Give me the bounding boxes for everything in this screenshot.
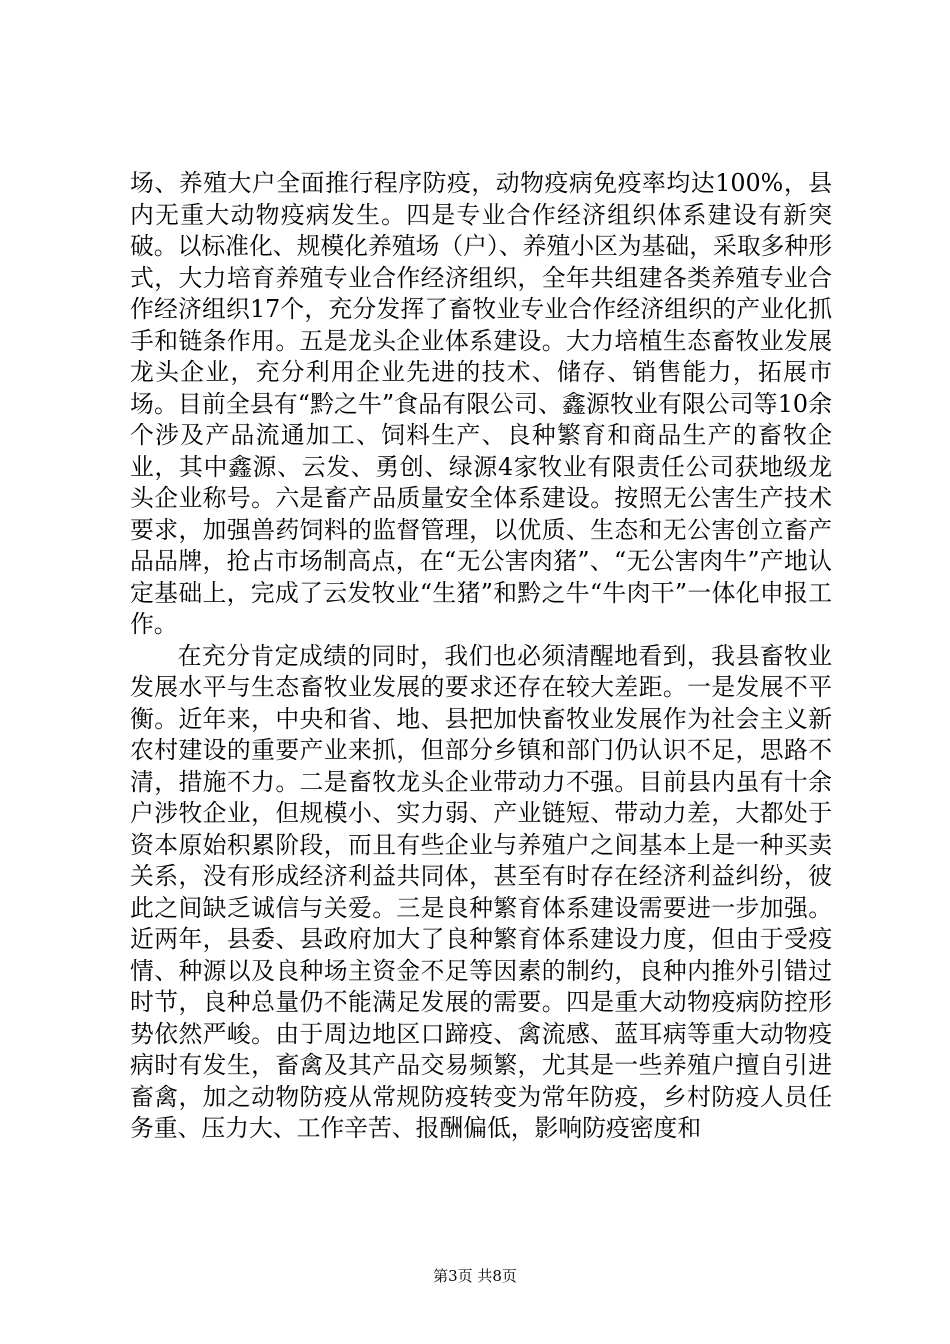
page-footer: 第3页 共8页 [433, 1267, 517, 1285]
paragraph-continued: 场、养殖大户全面推行程序防疫，动物疫病免疫率均达100%，县内无重大动物疫病发生。四是专业合作经济组织体系建设有新突破。以标准化、规模化养殖场（户）、养殖小区为基础，采取多种形式，大力培育养殖专业合作经济组织，全年共组建各类养殖专业合作经济组织17个，充分发挥了畜牧业专业合作经济组织的产业化抓手和链条作用。五是龙头企业体系建设。大力培植生态畜牧业发展龙头企业，充分利用企业先进的技术、储存、销售能力，拓展市场。目前全县有“黔之牛”食品有限公司、鑫源牧业有限公司等10余个涉及产品流通加工、饲料生产、良种繁育和商品生产的畜牧企业，其中鑫源、云发、勇创、绿源4家牧业有限责任公司获地级龙头企业称号。六是畜产品质量安全体系建设。按照无公害生产技术要求，加强兽药饲料的监督管理，以优质、生态和无公害创立畜产品品牌，抢占市场制高点，在“无公害肉猪”、“无公害肉牛”产地认定基础上，完成了云发牧业“生猪”和黔之牛“牛肉干”一体化申报工作。 [130, 169, 833, 638]
paragraph: 在充分肯定成绩的同时，我们也必须清醒地看到，我县畜牧业发展水平与生态畜牧业发展的要求还存在较大差距。一是发展不平衡。近年来，中央和省、地、县把加快畜牧业发展作为社会主义新农村建设的重要产业来抓，但部分乡镇和部门仍认识不足，思路不清，措施不力。二是畜牧龙头企业带动力不强。目前县内虽有十余户涉牧企业，但规模小、实力弱、产业链短、带动力差，大都处于资本原始积累阶段，而且有些企业与养殖户之间基本上是一种买卖关系，没有形成经济利益共同体，甚至有时存在经济利益纠纷，彼此之间缺乏诚信与关爱。三是良种繁育体系建设需要进一步加强。近两年，县委、县政府加大了良种繁育体系建设力度，但由于受疫情、种源以及良种场主资金不足等因素的制约，良种内推外引错过时节，良种总量仍不能满足发展的需要。四是重大动物疫病防控形势依然严峻。由于周边地区口蹄疫、禽流感、蓝耳病等重大动物疫病时有发生，畜禽及其产品交易频繁，尤其是一些养殖户擅自引进畜禽，加之动物防疫从常规防疫转变为常年防疫，乡村防疫人员任务重、压力大、工作辛苦、报酬偏低，影响防疫密度和 [130, 641, 832, 1142]
document-body [130, 168, 832, 1145]
